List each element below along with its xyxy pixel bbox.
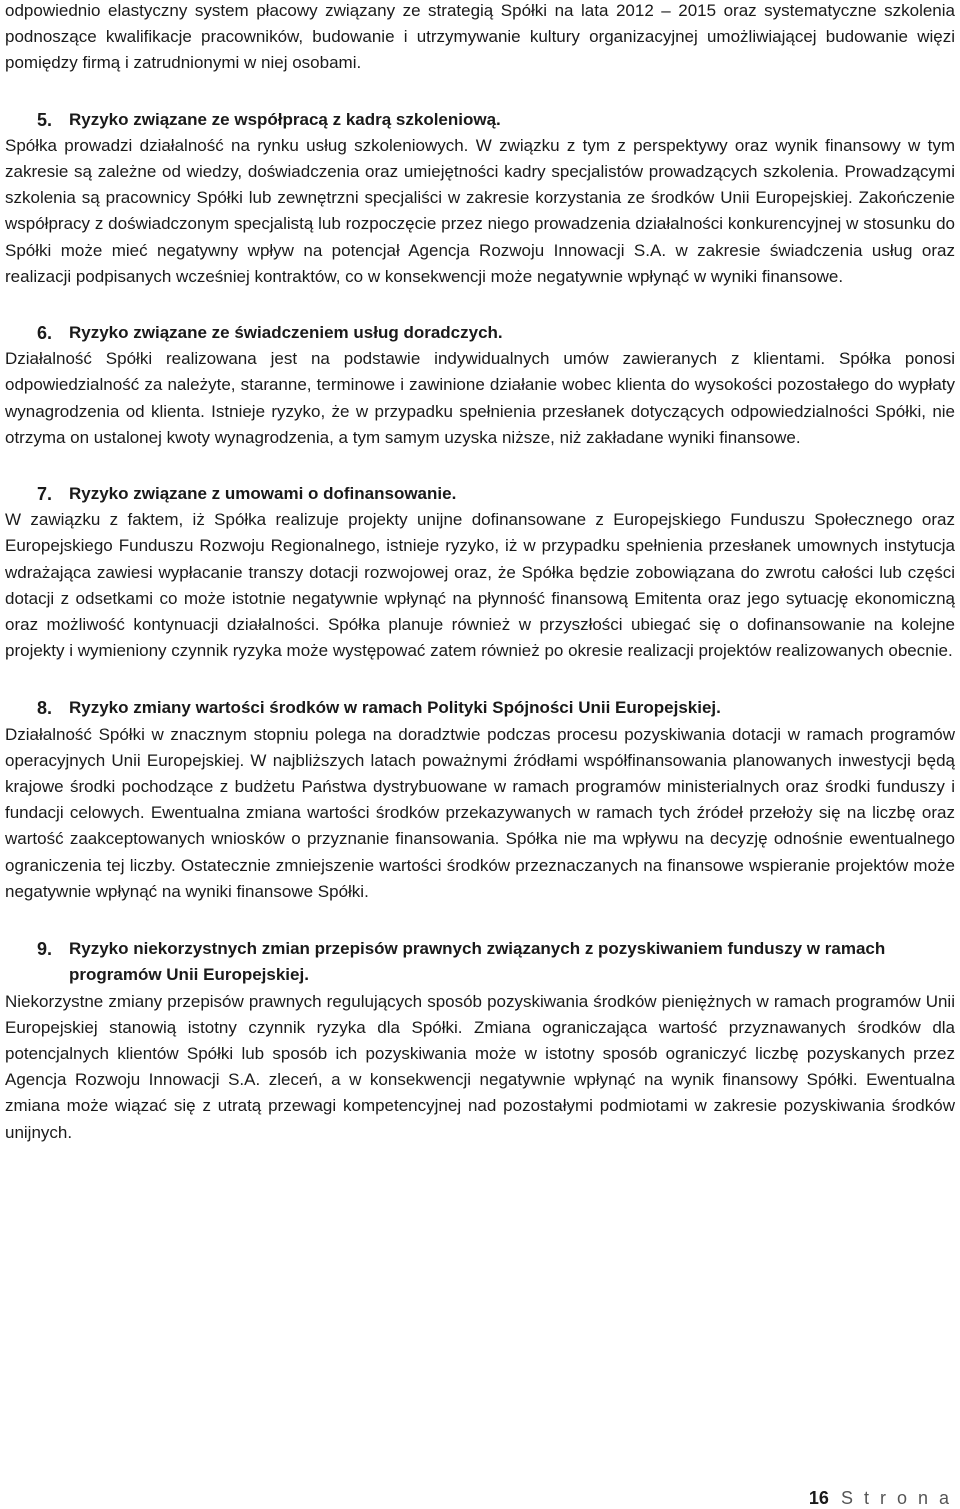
section-5 bbox=[5, 107, 955, 290]
page-number: 16 bbox=[808, 1488, 829, 1508]
section-heading bbox=[5, 320, 955, 346]
section-6 bbox=[5, 320, 955, 451]
section-title: Ryzyko związane z umowami o dofinansowanie. bbox=[69, 484, 457, 504]
section-9 bbox=[5, 936, 955, 1146]
section-title: Ryzyko zmiany wartości środków w ramach Polityki Spójności Unii Europejskiej. bbox=[69, 698, 721, 718]
section-title: Ryzyko związane ze świadczeniem usług doradczych. bbox=[69, 323, 503, 343]
section-number: 7. bbox=[37, 484, 53, 505]
section-body: Działalność Spółki realizowana jest na podstawie indywidualnych umów zawieranych z klientami. Spółka ponosi odpowiedzialność za należyte, staranne, terminowe i zawinione działanie wobec klienta do wysokości pozostałego do wypłaty wynagrodzenia od klienta. Istnieje ryzyko, że w przypadku spełnienia przesłanek dotyczących odpowiedzialności Spółki, nie otrzyma on ustalonej kwoty wynagrodzenia, a tym samym uzyska niższe, niż zakładane wyniki finansowe. bbox=[5, 349, 955, 447]
section-8 bbox=[5, 695, 955, 905]
page-label: S t r o n a bbox=[840, 1488, 952, 1508]
section-heading bbox=[5, 936, 955, 988]
section-body: W zawiązku z faktem, iż Spółka realizuje projekty unijne dofinansowane z Europejskiego Funduszu Społecznego oraz Europejskiego Funduszu Rozwoju Regionalnego, istnieje ryzyko, iż w przypadku spełnienia przesłanek umownych instytucja wdrażająca zawiesi wypłacanie transzy dotacji rozwojowej oraz, że Spółka będzie zobowiązana do zwrotu całości lub części dotacji z odsetkami co może istotnie negatywnie wpłynąć na płynność finansową Emitenta oraz jego sytuację ekonomiczną oraz możliwość kontynuacji działalności. Spółka planuje również w przyszłości ubiegać się o dofinansowanie na kolejne projekty i wymieniony czynnik ryzyka może występować zatem również po okresie realizacji projektów realizowanych obecnie. bbox=[5, 510, 955, 661]
section-number: 8. bbox=[37, 698, 53, 719]
intro-paragraph: odpowiednio elastyczny system płacowy związany ze strategią Spółki na lata 2012 – 2015 oraz systematyczne szkolenia podnoszące kwalifikacje pracowników, budowanie i utrzymywanie kultury organizacyjnej umożliwiającej budowanie więzi pomiędzy firmą i zatrudnionymi w niej osobami. bbox=[5, 1, 955, 73]
section-title: Ryzyko niekorzystnych zmian przepisów prawnych związanych z pozyskiwaniem funduszy w ramach programów Unii Europejskiej. bbox=[69, 939, 886, 985]
section-heading bbox=[5, 481, 955, 507]
section-body: Spółka prowadzi działalność na rynku usług szkoleniowych. W związku z tym z perspektywy oraz wynik finansowy w tym zakresie są zależne od wiedzy, doświadczenia oraz umiejętności kadry specjalistów prowadzących szkolenia. Prowadzącymi szkolenia są pracownicy Spółki lub zewnętrzni specjaliści w zakresie korzystania ze środków Unii Europejskiej. Zakończenie współpracy z doświadczonym specjalistą lub rozpoczęcie przez niego prowadzenia działalności konkurencyjnej w stosunku do Spółki może mieć negatywny wpływ na potencjał Agencja Rozwoju Innowacji S.A. w zakresie świadczenia usług oraz realizacji podpisanych wcześniej kontraktów, co w konsekwencji może negatywnie wpłynąć w wyniki finansowe. bbox=[5, 135, 955, 286]
section-number: 5. bbox=[37, 109, 53, 130]
section-number: 9. bbox=[37, 939, 53, 960]
section-body: Niekorzystne zmiany przepisów prawnych regulujących sposób pozyskiwania środków pieniężnych w ramach programów Unii Europejskiej stanowią istotny czynnik ryzyka dla Spółki. Zmiana ograniczająca wartość przyznawanych środków dla potencjalnych klientów Spółki lub sposób ich pozyskiwania może w istotny sposób ograniczyć liczbę pozyskanych przez Agencja Rozwoju Innowacji S.A. zleceń, a w konsekwencji negatywnie wpłynąć na wynik finansowy Spółki. Ewentualna zmiana może wiązać się z utratą przewagi kompetencyjnej nad pozostałymi podmiotami w zakresie pozyskiwania środków unijnych. bbox=[5, 991, 955, 1142]
section-body: Działalność Spółki w znacznym stopniu polega na doradztwie podczas procesu pozyskiwania dotacji w ramach programów operacyjnych Unii Europejskiej. W najbliższych latach poważnymi źródłami współfinansowania planowanych inwestycji będą krajowe środki pochodzące z budżetu Państwa dystrybuowane w ramach programów ministerialnych oraz środki funduszy i fundacji celowych. Ewentualna zmiana wartości środków przekazywanych w ramach tych źródeł przełoży się na liczbę oraz wartość zaakceptowanych wniosków o przyznanie finansowania. Spółka nie ma wpływu na decyzję odnośnie ewentualnego ograniczenia tej liczby. Ostatecznie zmniejszenie wartości środków przeznaczanych na finansowe wspieranie projektów może negatywnie wpłynąć na wyniki finansowe Spółki. bbox=[5, 724, 955, 901]
document-page bbox=[5, 0, 955, 1146]
page-footer bbox=[809, 1487, 952, 1509]
section-number: 6. bbox=[37, 323, 53, 344]
section-heading bbox=[5, 695, 955, 721]
section-title: Ryzyko związane ze współpracą z kadrą szkoleniową. bbox=[69, 109, 501, 129]
section-heading bbox=[5, 107, 955, 133]
section-7 bbox=[5, 481, 955, 664]
